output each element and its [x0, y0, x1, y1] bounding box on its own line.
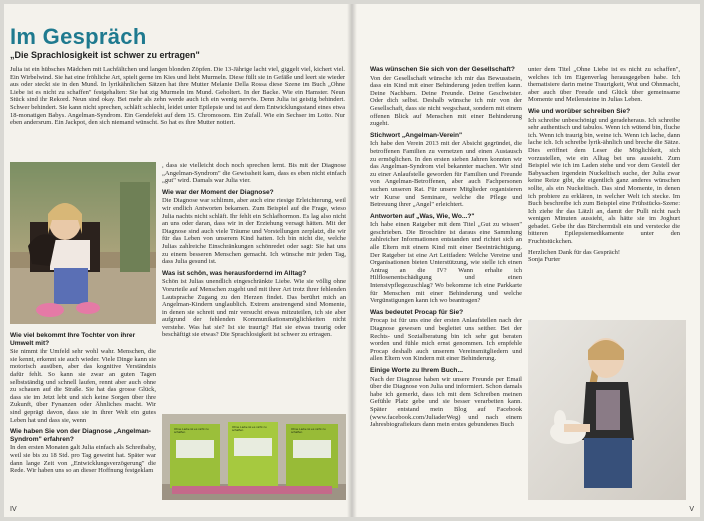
- page-title: Im Gespräch: [10, 24, 147, 49]
- question-everyday: Was ist schön, was herausfordernd im Alltag?: [162, 269, 307, 277]
- photo-girl-portrait-image: [528, 320, 686, 500]
- answer-environment: Sie nimmt ihr Umfeld sehr wohl wahr. Menschen, die sie kennt, erkennt sie auch wieder. Viele Dinge kann sie motorisch ausüben, aber das kognitive Verständnis dafür fehlt. So kann sie zwar an guten Tagen selbstständig und schnell laufen, rennt aber auch ohne zu schauen auf die Straße. Sie hat das grosse Glück, dass sie im Jetzt lebt und sich keine Sorgen über ihre Zukunft, über Fynanzen oder Ähnliches macht. Wir sind geprägt davon, dass sie in ihrer Welt ein gutes Leben hat und dass sie, wenn: [10, 348, 156, 424]
- answer-writing: Ich schreibe unbeschönigt und geradeheraus. Ich schreibe sehr authentisch und tabulos. Wenn ich wütend bin, fluche ich. Wenn ich traurig bin, weine ich. Wenn ich lache, dann lache ich. Ich schreibe lyrik-ähnlich und breche die Sätze. Dies eröffnet dem Leser die Möglichkeit, sich vorzustellen, wie ein Alltag bei uns aussieht. Zum Beispiel wie ich im Laden stehe und vor dem Gestell der Babysachen irgendein Nuckeltisch suche, der Julia zwar keine Reize gibt, die eigentlich ganz anderes wünschen sollte, als ein Nuckeltisch. Das sind Momente, in denen ich probiere zu erklären, in welcher Welt ich stecke. Im Buch beschreibe ich zum Beispiel eine Frühstücks-Szene: Ich ziehe ihr das Lätzli an, damit der Pulli nicht nach wenigen Minuten aussieht, als hätte sie im Joghurt gebadet. Gebe ihr das Birchermüsli ein und verstecke die bitteren Epilepsiemedikamente unter den Fruchtstückchen.: [528, 116, 680, 246]
- page-number-right: V: [689, 506, 694, 513]
- question-what-how-where: Antworten auf „Was, Wie, Wo...?": [370, 212, 475, 220]
- intro-paragraph: Julia ist ein hübsches Mädchen mit Lachfältchen und langen blonden Zöpfen. Die 13-Jährige lacht viel, giggelt viel, kichert viel. Ein Wirbelwind. Sie hat eine fröhliche Art, spielt gerne im Kies und liebt Murmeln. Diese füllt sie in Gefäße und leert sie wieder aus oder steckt sie in den Mund. In lyrikähnlichen Sätzen hat ihre Mutter Melanie Della Rossa diese Szene im Buch „Ohne Liebe ist es nicht zu schaffen" festgehalten: Sie hat zig Murmeln im Mund. Geholtert. In der Backe. Wie ein Hamster. Neun Stück sind ihr Rekord. Neun sind okay. Bei mehr als zehn werde auch ich ein wenig nervös. Denn Julia ist geistig behindert. Schwer behindert. Sie kann nicht sprechen, schläft schlecht, leidet unter Epilepsie und ist auf dem Entwicklungsstand eines etwa 18-monatigen Babys. Angelman-Syndrom. Ein Gendefekt auf dem 15. Chromosom. Ein Zufall. Wie ein Sechser im Lotto. Nur eben andersrum. Ein Jackpot, den sich niemand wünscht. So hat es ihre Mutter notiert.: [10, 66, 345, 127]
- spine-shadow: [347, 4, 357, 517]
- right-column-2: [528, 66, 680, 264]
- answer-everyday: Schön ist Julias unendlich eingeschränkte Liebe. Wie sie völlig ohne Vorurteile auf Menschen zugeht und mit ihrer Art trotz ihrer fehlenden Lautsprache Zugang zu den Herzen findet. Das berührt mich an Angelman-Kindern unglaublich. Extrem anstrengend sind Momente, in denen sie schreit und mir versucht etwas mitzuteilen, ich sie aber aufgrund der fehlenden Kommunikationsmöglichkeiten nicht verstehe. Was hat sie? Ist sie traurig? Hat sie etwas traurig oder beschäftigt sie etwas? Die Sprachlosigkeit ist schwer zu ertragen.: [162, 278, 346, 339]
- left-column-2: [162, 162, 346, 339]
- right-column-1: [370, 66, 522, 429]
- photo-girl-portrait: [528, 320, 686, 500]
- right-page: [352, 4, 700, 517]
- question-book: Einige Worte zu Ihrem Buch...: [370, 366, 463, 374]
- question-procap: Was bedeutet Procap für Sie?: [370, 308, 464, 316]
- question-diagnosis-moment: Wie war der Moment der Diagnose?: [162, 188, 274, 196]
- thanks-line: Herzlichen Dank für das Gespräch!: [528, 248, 621, 256]
- question-writing: Wie und worüber schreiben Sie?: [528, 107, 631, 115]
- question-association: Stichwort „Angelman-Verein": [370, 131, 463, 139]
- book-2-title: Ohne Liebe ist es nicht zu schaffen: [232, 425, 267, 433]
- answer-diagnosis-moment: Die Diagnose war schlimm, aber auch eine riesige Erleichterung, weil wir endlich Antworten bekamen. Zum Beispiel auf die Frage, wieso Julia nachts nicht schläft. Ihr fehlt ein Schlafhormon. Es lag also nicht an uns oder daran, dass wir in der Erziehung versagt hätten. Mit der Diagnose sind auch viele Träume und Vorstellungen zerplatzt, die wir für das Leben von unserem Kind hatten. Ich bin nicht die, welche Julias zahlreiche Einschränkungen schönredet oder sagt: Sie hat uns zu einem besseren Menschen gemacht. Ich wünsche mir jeden Tag, dass Julia gesund ist.: [162, 197, 346, 266]
- photo-girl-with-dog-image: [10, 162, 156, 324]
- book-continuation: unter dem Titel „Ohne Liebe ist es nicht zu schaffen", welches ich im Eigenverlag herausgegeben habe. Ich thematisiere darin meine Traurigkeit, Wut und Ohnmacht, aber auch über Freude und Glück über gemeinsame Momente und Meilensteine in Julias Leben.: [528, 66, 680, 104]
- book-1-title: Ohne Liebe ist es nicht zu schaffen: [174, 427, 209, 435]
- answer-book: Nach der Diagnose haben wir unsere Freunde per Email über die Diagnose von Julia und informiert. Schon damals habe ich gemerkt, dass ich mit dem Schreiben meinen Gefühle Platz gebe und sie besser verarbeiten kann. Später entstand mein Blog auf Facebook (www.facebook.com/JuliaderWeg) und nach einem Jahresbiografiekurs dann mein erstes gebundenes Buch: [370, 375, 522, 429]
- page-subtitle: „Die Sprachlosigkeit ist schwer zu ertragen": [10, 50, 200, 60]
- author-name: Sonja Furter: [528, 256, 561, 264]
- photo-girl-with-dog: [10, 162, 156, 324]
- question-environment: Wie viel bekommt Ihre Tochter von ihrer Umwelt mit?: [10, 332, 136, 347]
- left-column-1: [10, 328, 156, 475]
- mid-text: , dass sie vielleicht doch noch sprechen lernt. Bis mit der Diagnose „Angelman-Syndrom" die Gewissheit kam, dass es eben nicht einfach „gut" wird. Damals war Julia vier.: [162, 162, 346, 185]
- photo-books: [162, 414, 346, 500]
- left-page: [4, 4, 352, 517]
- answer-diagnosis: In den ersten Monaten galt Julia einfach als Schreibaby, weil sie bis zu 18 Std. pro Tag geweint hat. Später war dann lange Zeit von „Entwicklungsverzögerung" die Rede. Wir haben uns so an dieser Hoffnung festgeklam: [10, 444, 156, 475]
- question-diagnosis: Wie haben Sie von der Diagnose „Angelman-Syndrom" erfahren?: [10, 428, 151, 443]
- question-society: Was wünschen Sie sich von der Gesellschaft?: [370, 66, 515, 73]
- book-3-title: Ohne Liebe ist es nicht zu schaffen: [291, 427, 326, 435]
- answer-procap: Procap ist für uns eine der ersten Anlaufstellen nach der Diagnose gewesen und begleitet uns seither. Bei der Rechts- und Sozialberatung bin ich sehr gut beraten worden und fühle mich ernst genommen. Ich empfehle Procap deshalb auch unserem Vereinsmitgliedern und allen Eltern von Kindern mit einer Behinderung.: [370, 317, 522, 363]
- page-number-left: IV: [10, 506, 17, 513]
- answer-society: Von der Gesellschaft wünsche ich mir das Bewusstsein, dass ein Kind mit einer Behinderung jeden treffen kann. Deine Nachbarn. Deine Freunde. Deine Geschwister. Oder dich selbst. Deshalb wünsche ich mir von der Gesellschaft, dass sie nicht wegschaut, sondern mit einem offenen Blick auf Menschen mit einer Behinderung zugeht.: [370, 74, 522, 128]
- answer-what-how-where: Ich habe einen Ratgeber mit dem Titel „Gut zu wissen" geschrieben. Die Broschüre ist daraus eine Sammlung zahlreicher Informationen entstanden und richtet sich an alle Eltern mit einem Kind mit einer Beeinträchtigung. Der Ratgeber ist eine Art Leitfaden: Welche Vereine und Organisationen bieten Unterstützung, wie stelle ich einen Antrag an die IV? Wann erhalte ich Hilflosenentschädigung und einen Intensivpflegezuschlag? Wo bekomme ich eine Parkkarte für Menschen mit einer Behinderung und welche Vergünstigungen kann ich wo beantragen?: [370, 221, 522, 305]
- answer-association: Ich habe den Verein 2013 mit der Absicht gegründet, die betroffenen Familien zu vernetzen und einen Austausch zu ermöglichen. In den ersten sieben Jahren konnten wir das Angelman-Syndrom viel bekannter machen. Wir sind zu einer Anlaufstelle geworden für Familien und Freunde von Angelman-Betroffenen, aber auch Fachpersonen suchen unseren Rat. Für unsere Mitglieder organisieren wir Kurse und Seminare, welche die Pflege und Betreuung ihrer „Angel" erleichtert.: [370, 140, 522, 209]
